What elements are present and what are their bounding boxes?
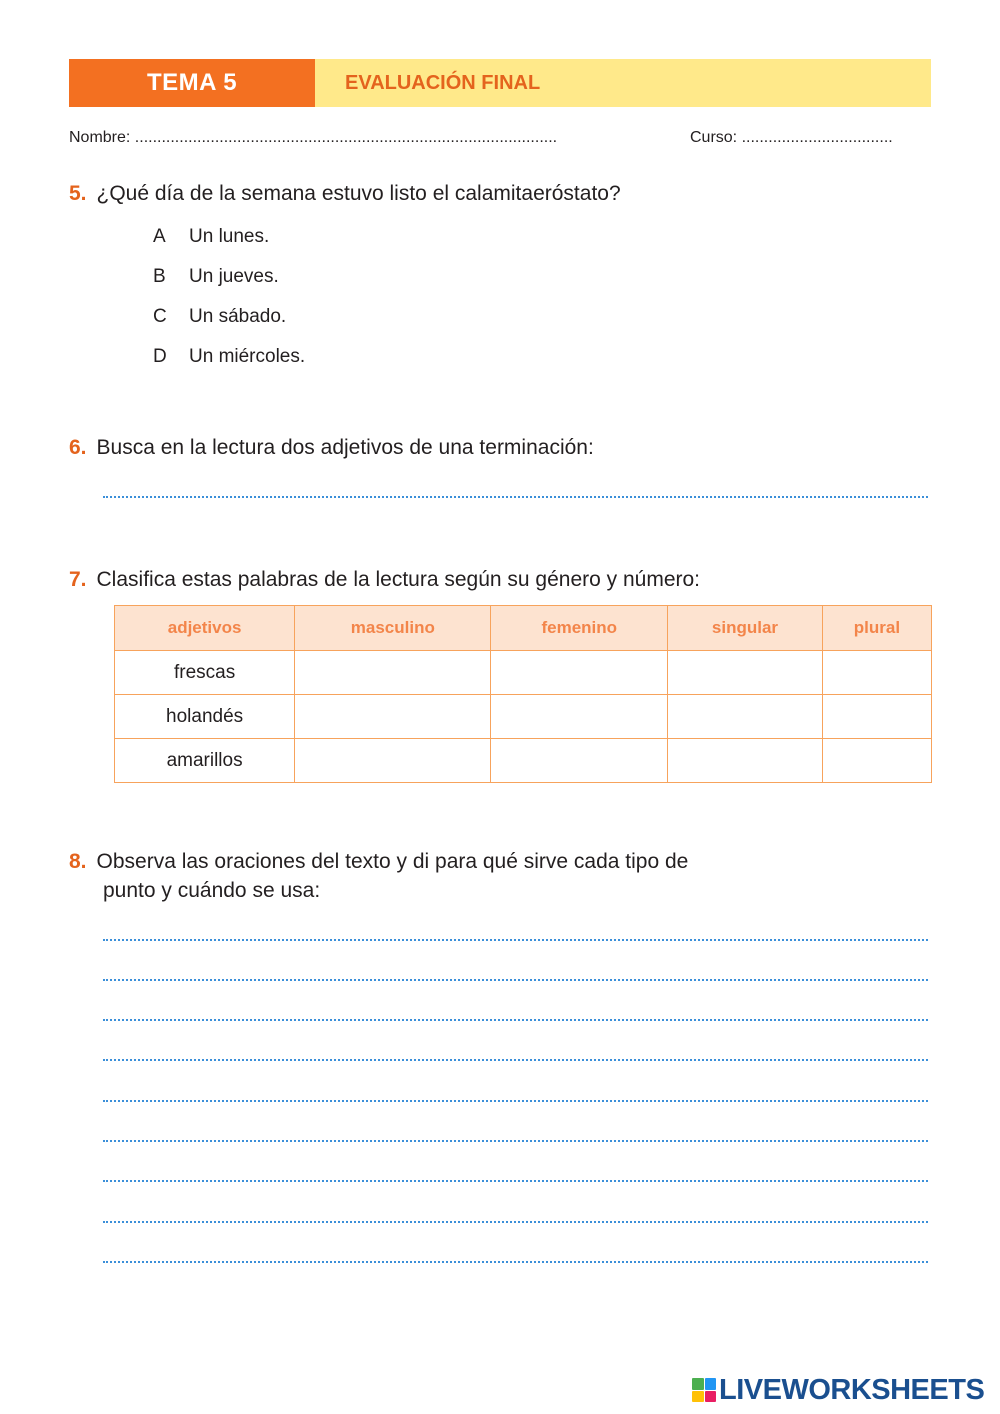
answer-line[interactable] <box>103 1136 928 1142</box>
option-a[interactable] <box>153 226 269 248</box>
answer-cell[interactable] <box>822 739 931 783</box>
question-text: ¿Qué día de la semana estuvo listo el calamitaeróstato? <box>96 182 621 205</box>
option-letter: D <box>153 346 167 367</box>
question-7 <box>69 568 700 592</box>
question-8 <box>69 850 688 874</box>
option-letter: A <box>153 226 166 247</box>
question-number: 8. <box>69 850 87 873</box>
answer-cell[interactable] <box>491 739 668 783</box>
answer-cell[interactable] <box>295 651 491 695</box>
answer-cell[interactable] <box>295 739 491 783</box>
question-text: Clasifica estas palabras de la lectura según su género y número: <box>96 568 701 591</box>
word-cell: frescas <box>115 651 295 695</box>
option-text: Un sábado. <box>189 306 287 327</box>
table-row <box>115 695 932 739</box>
question-5 <box>69 182 621 206</box>
question-text: Observa las oraciones del texto y di para qué sirve cada tipo de <box>96 850 689 873</box>
table-row <box>115 739 932 783</box>
option-b[interactable] <box>153 266 279 288</box>
evaluation-title: EVALUACIÓN FINAL <box>315 59 931 107</box>
question-text: Busca en la lectura dos adjetivos de una terminación: <box>96 436 594 459</box>
header-masculino: masculino <box>295 606 491 651</box>
answer-line[interactable] <box>103 1096 928 1102</box>
answer-line[interactable] <box>103 935 928 941</box>
question-6 <box>69 436 594 460</box>
answer-cell[interactable] <box>822 695 931 739</box>
answer-cell[interactable] <box>668 695 823 739</box>
answer-cell[interactable] <box>295 695 491 739</box>
header-bar <box>69 59 931 107</box>
answer-line[interactable] <box>103 492 928 498</box>
answer-line[interactable] <box>103 975 928 981</box>
question-number: 6. <box>69 436 87 459</box>
answer-line[interactable] <box>103 1257 928 1263</box>
option-d[interactable] <box>153 346 305 368</box>
answer-line[interactable] <box>103 1015 928 1021</box>
answer-cell[interactable] <box>491 695 668 739</box>
logo-text: LIVEWORKSHEETS <box>719 1373 985 1406</box>
liveworksheets-logo <box>692 1373 984 1407</box>
option-text: Un jueves. <box>189 266 279 287</box>
answer-cell[interactable] <box>668 739 823 783</box>
option-letter: B <box>153 266 166 287</box>
word-cell: amarillos <box>115 739 295 783</box>
classification-table <box>114 605 932 783</box>
question-8-line2: punto y cuándo se usa: <box>103 879 321 902</box>
logo-icon <box>692 1378 716 1402</box>
option-text: Un lunes. <box>189 226 270 247</box>
question-number: 5. <box>69 182 87 205</box>
option-letter: C <box>153 306 167 327</box>
answer-line[interactable] <box>103 1055 928 1061</box>
answer-line[interactable] <box>103 1176 928 1182</box>
header-femenino: femenino <box>491 606 668 651</box>
answer-line[interactable] <box>103 1217 928 1223</box>
nombre-field[interactable]: Nombre: ............................................................................................... <box>69 129 558 146</box>
question-number: 7. <box>69 568 87 591</box>
header-adjetivos: adjetivos <box>115 606 295 651</box>
word-cell: holandés <box>115 695 295 739</box>
header-plural: plural <box>822 606 931 651</box>
option-c[interactable] <box>153 306 286 328</box>
curso-field[interactable]: Curso: .................................. <box>690 129 893 146</box>
answer-cell[interactable] <box>822 651 931 695</box>
tema-label: TEMA 5 <box>69 59 315 107</box>
table-row <box>115 651 932 695</box>
answer-cell[interactable] <box>668 651 823 695</box>
option-text: Un miércoles. <box>189 346 306 367</box>
header-singular: singular <box>668 606 823 651</box>
answer-cell[interactable] <box>491 651 668 695</box>
